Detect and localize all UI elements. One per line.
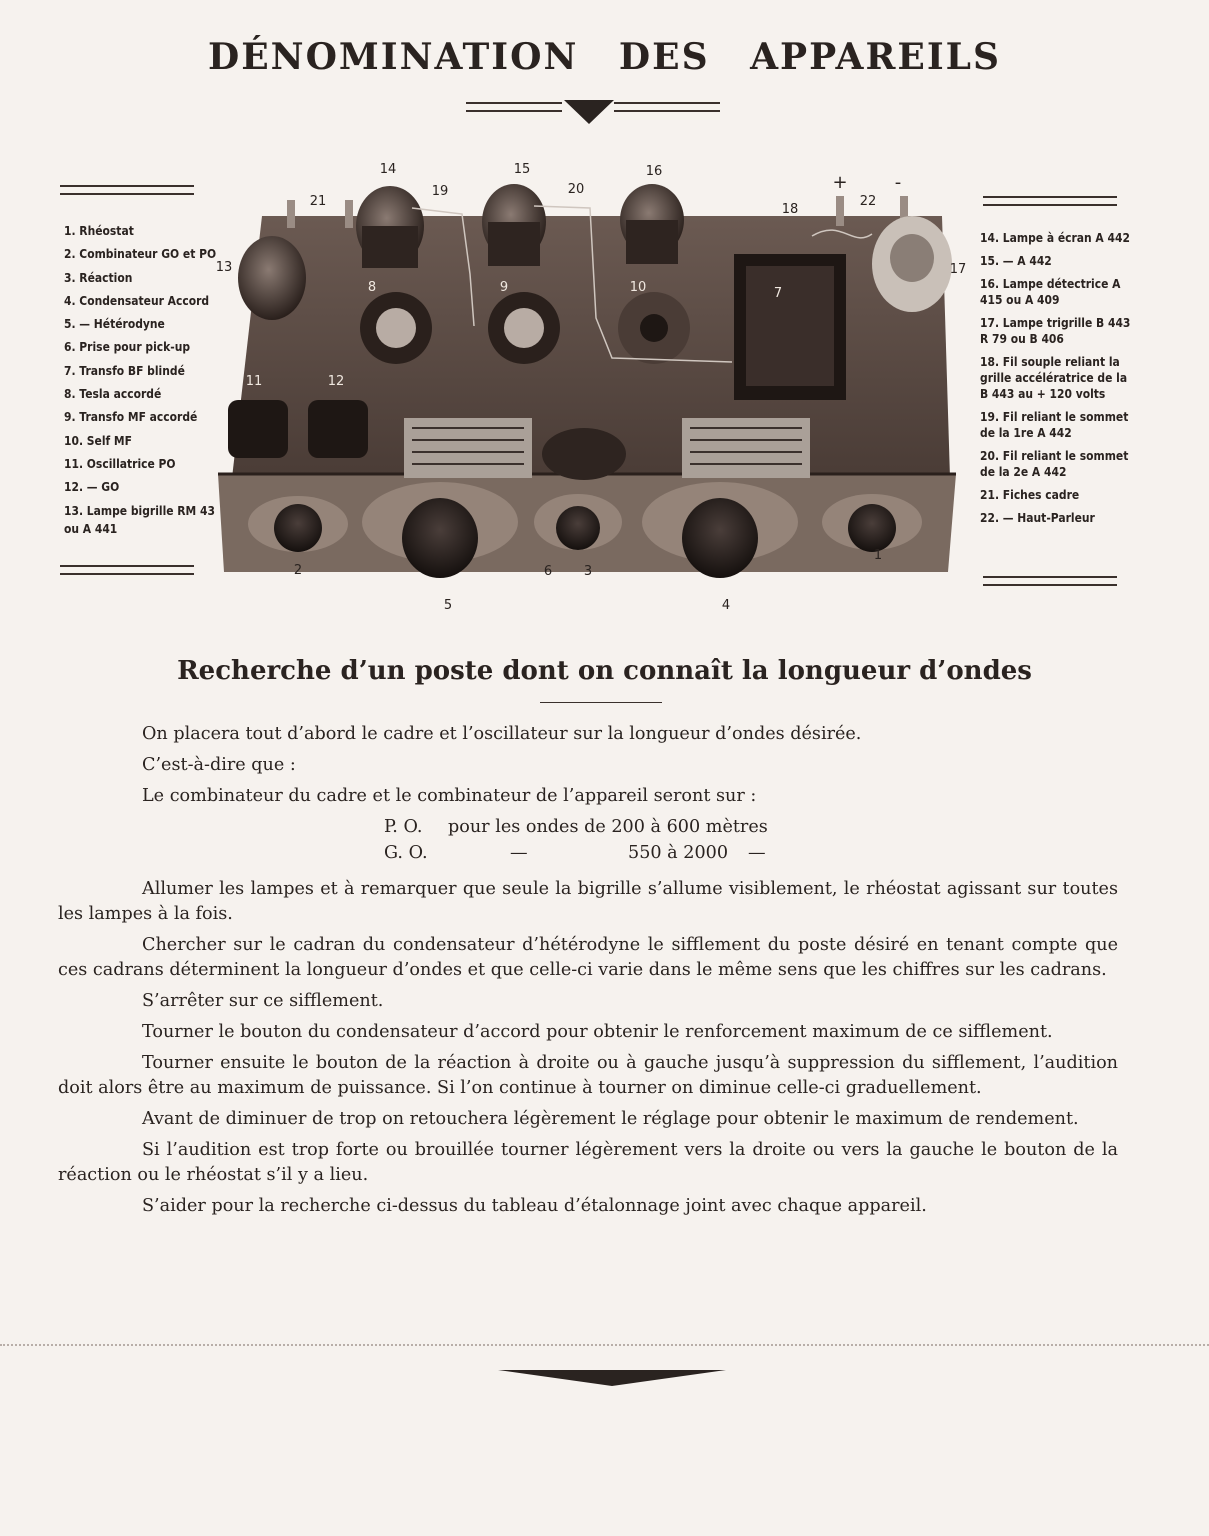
legend-item: 22. — Haut-Parleur xyxy=(980,510,1095,525)
legend-left-top-rule xyxy=(60,185,194,195)
legend-item: 11. Oscillatrice PO xyxy=(64,455,176,471)
page-title: DÉNOMINATION DES APPAREILS xyxy=(208,36,1001,78)
legend-item: 4. Condensateur Accord xyxy=(64,292,210,308)
photo-label: 20 xyxy=(567,182,585,197)
photo-label: 15 xyxy=(513,162,531,177)
paragraph: Tourner ensuite le bouton de la réaction à droite ou à gauche jusqu’à suppression du sifflement, l’audition doit alors être au maximum de puissance. Si l’on continue à tourner on diminue celle-ci graduellement. xyxy=(58,1053,1118,1098)
legend-item: 7. Transfo BF blindé xyxy=(64,362,185,378)
legend-item: 19. Fil reliant le sommet de la 1re A 442 xyxy=(980,409,1129,440)
photo-label: 17 xyxy=(949,262,967,277)
photo-label: 10 xyxy=(629,280,647,295)
legend-item: 2. Combinateur GO et PO xyxy=(64,246,217,262)
legend-item: 20. Fil reliant le sommet de la 2e A 442 xyxy=(980,448,1129,479)
photo-label: 1 xyxy=(873,548,883,563)
paragraph: C’est-à-dire que : xyxy=(142,755,296,775)
paragraph: On placera tout d’abord le cadre et l’oscillateur sur la longueur d’ondes désirée. xyxy=(142,724,862,744)
legend-item: 18. Fil souple reliant la grille accélératrice de la B 443 au + 120 volts xyxy=(980,354,1128,401)
legend-item: 16. Lampe détectrice A 415 ou A 409 xyxy=(980,276,1121,307)
band-label: G. O. xyxy=(384,843,428,863)
legend-item: 13. Lampe bigrille RM 43 ou A 441 xyxy=(64,502,215,536)
legend-item: 8. Tesla accordé xyxy=(64,386,162,402)
legend-item: 17. Lampe trigrille B 443 R 79 ou B 406 xyxy=(980,315,1131,346)
legend-right-bottom-rule xyxy=(983,576,1117,586)
photo-label: 13 xyxy=(215,260,233,275)
photo-label: - xyxy=(894,172,902,193)
section-heading: Recherche d’un poste dont on connaît la longueur d’ondes xyxy=(177,656,1032,686)
paragraph: Avant de diminuer de trop on retouchera légèrement le réglage pour obtenir le maximum de rendement. xyxy=(142,1109,1079,1129)
photo-label: 12 xyxy=(327,374,345,389)
legend-item: 9. Transfo MF accordé xyxy=(64,409,198,425)
paragraph: Le combinateur du cadre et le combinateur de l’appareil seront sur : xyxy=(142,786,757,806)
legend-left xyxy=(64,222,217,536)
photo-label: 11 xyxy=(245,374,263,389)
photo-label: 18 xyxy=(781,202,799,217)
photo-label: 9 xyxy=(499,280,509,295)
photo-label: 7 xyxy=(773,286,783,301)
legend-item: 15. — A 442 xyxy=(980,253,1052,268)
perforation-line xyxy=(0,1344,1209,1346)
legend-right-top-rule xyxy=(983,196,1117,206)
band-label: P. O. xyxy=(384,817,423,837)
photo-label: 21 xyxy=(309,194,327,209)
paragraph: Chercher sur le cadran du condensateur d’hétérodyne le sifflement du poste désiré en tenant compte que ces cadrans déterminent la longueur d’ondes et que celle-ci varie dans le même sens que les chiffres sur les cadrans. xyxy=(58,935,1118,980)
band-row-go xyxy=(58,841,1118,867)
heading-underline xyxy=(540,702,662,703)
legend-left-bottom-rule xyxy=(60,565,194,575)
photo-label: 14 xyxy=(379,162,397,177)
legend-item: 21. Fiches cadre xyxy=(980,487,1080,502)
legend-item: 1. Rhéostat xyxy=(64,223,134,238)
photo-label: 8 xyxy=(367,280,377,295)
photo-label: 5 xyxy=(443,598,453,613)
photo-label: 19 xyxy=(431,184,449,199)
band-range: 550 à 2000 xyxy=(628,843,729,863)
legend-right xyxy=(980,230,1135,533)
legend-item: 14. Lampe à écran A 442 xyxy=(980,230,1130,245)
band-dash: — xyxy=(510,843,528,863)
legend-item: 3. Réaction xyxy=(64,269,133,285)
title-rule-right xyxy=(614,102,720,112)
paragraph: Si l’audition est trop forte ou brouillée tourner légèrement vers la droite ou vers la gauche le bouton de la réaction ou le rhéostat s’il y a lieu. xyxy=(58,1140,1118,1185)
down-arrow-icon xyxy=(562,98,616,126)
band-row-po xyxy=(58,815,1118,841)
bottom-arrow-icon xyxy=(498,1366,726,1390)
paragraph: Allumer les lampes et à remarquer que seule la bigrille s’allume visiblement, le rhéostat agissant sur toutes les lampes à la fois. xyxy=(58,879,1118,924)
legend-item: 5. — Hétérodyne xyxy=(64,316,165,332)
photo-label: 2 xyxy=(293,563,303,578)
body-text xyxy=(58,722,1118,1225)
paragraph: S’aider pour la recherche ci-dessus du tableau d’étalonnage joint avec chaque appareil. xyxy=(142,1196,927,1216)
band-dash: — xyxy=(748,843,766,863)
legend-item: 6. Prise pour pick-up xyxy=(64,339,191,355)
photo-label: + xyxy=(832,172,848,193)
paragraph: Tourner le bouton du condensateur d’accord pour obtenir le renforcement maximum de ce sifflement. xyxy=(142,1022,1053,1042)
photo-label: 3 xyxy=(583,564,593,579)
photo-label: 16 xyxy=(645,164,663,179)
photo-label: 6 xyxy=(543,564,553,579)
photo-label: 22 xyxy=(859,194,877,209)
title-rule-left xyxy=(466,102,562,112)
legend-item: 12. — GO xyxy=(64,479,120,495)
legend-item: 10. Self MF xyxy=(64,432,132,448)
photo-label: 4 xyxy=(721,598,731,613)
band-text: pour les ondes de 200 à 600 mètres xyxy=(448,817,768,837)
paragraph: S’arrêter sur ce sifflement. xyxy=(142,991,384,1011)
